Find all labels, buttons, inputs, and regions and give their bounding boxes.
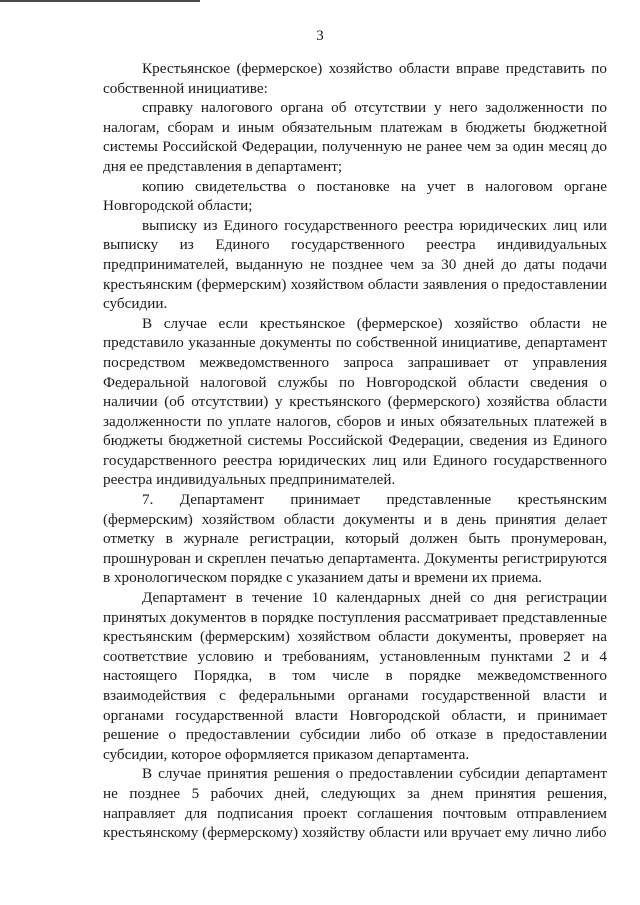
page-number: 3: [316, 28, 324, 44]
paragraph-interagency-request: В случае если крестьянское (фермерское) хозяйство области не представило указанные документы по собственной инициативе, департамент посредством межведомственного запроса запрашивает от управления Федеральной налоговой службы по Новгородской области сведения о наличии (об отсутствии) у крестьянского (фермерского) хозяйства области задолженности по уплате налогов, сборов и иных обязательных платежей в бюджеты бюджетной системы Российской Федерации, сведения из Единого государственного реестра юридических лиц или Единого государственного реестра индивидуальных предпринимателей.: [103, 314, 607, 489]
paragraph-tax-certificate: справку налогового органа об отсутствии у него задолженности по налогам, сборам и иным обязательным платежам в бюджеты бюджетной системы Российской Федерации, полученную не ранее чем за один месяц до дня ее представления в департамент;: [103, 99, 607, 175]
paragraph-agreement: В случае принятия решения о предоставлении субсидии департамент не позднее 5 рабочих дней, следующих за днем принятия решения, направляет для подписания проект соглашения почтовым отправлением крестьянскому (фермерскому) хозяйству области или вручает ему лично либо: [103, 765, 607, 842]
paragraph-right-to-submit: Крестьянское (фермерское) хозяйство области вправе представить по собственной инициативе:: [103, 60, 607, 97]
top-rule: [0, 0, 200, 2]
paragraph-registration-copy: копию свидетельства о постановке на учет в налоговом органе Новгородской области;: [103, 177, 607, 215]
document-body: [103, 59, 607, 843]
paragraph-registry-extract: выписку из Единого государственного реестра юридических лиц или выписку из Единого государственного реестра индивидуальных предпринимателей, выданную не позднее чем за 30 дней до даты подачи крестьянским (фермерским) хозяйством области заявления о предоставлении субсидии.: [103, 216, 607, 313]
paragraph-review-period: Департамент в течение 10 календарных дней со дня регистрации принятых документов в порядке поступления рассматривает представленные крестьянским (фермерским) хозяйством области документы, проверяет на соответствие условию и требованиям, установленным пунктами 2 и 4 настоящего Порядка, в том числе в порядке межведомственного взаимодействия с федеральными органами государственной власти и органами государственной власти Новгородской области, и принимает решение о предоставлении субсидии либо об отказе в предоставлении субсидии, которое оформляется приказом департамента.: [103, 589, 607, 763]
paragraph-item-7: 7. Департамент принимает представленные крестьянским (фермерским) хозяйством области документы и в день принятия делает отметку в журнале регистрации, который должен быть пронумерован, прошнурован и скреплен печатью департамента. Документы регистрируются в хронологическом порядке с указанием даты и времени их приема.: [103, 491, 607, 587]
